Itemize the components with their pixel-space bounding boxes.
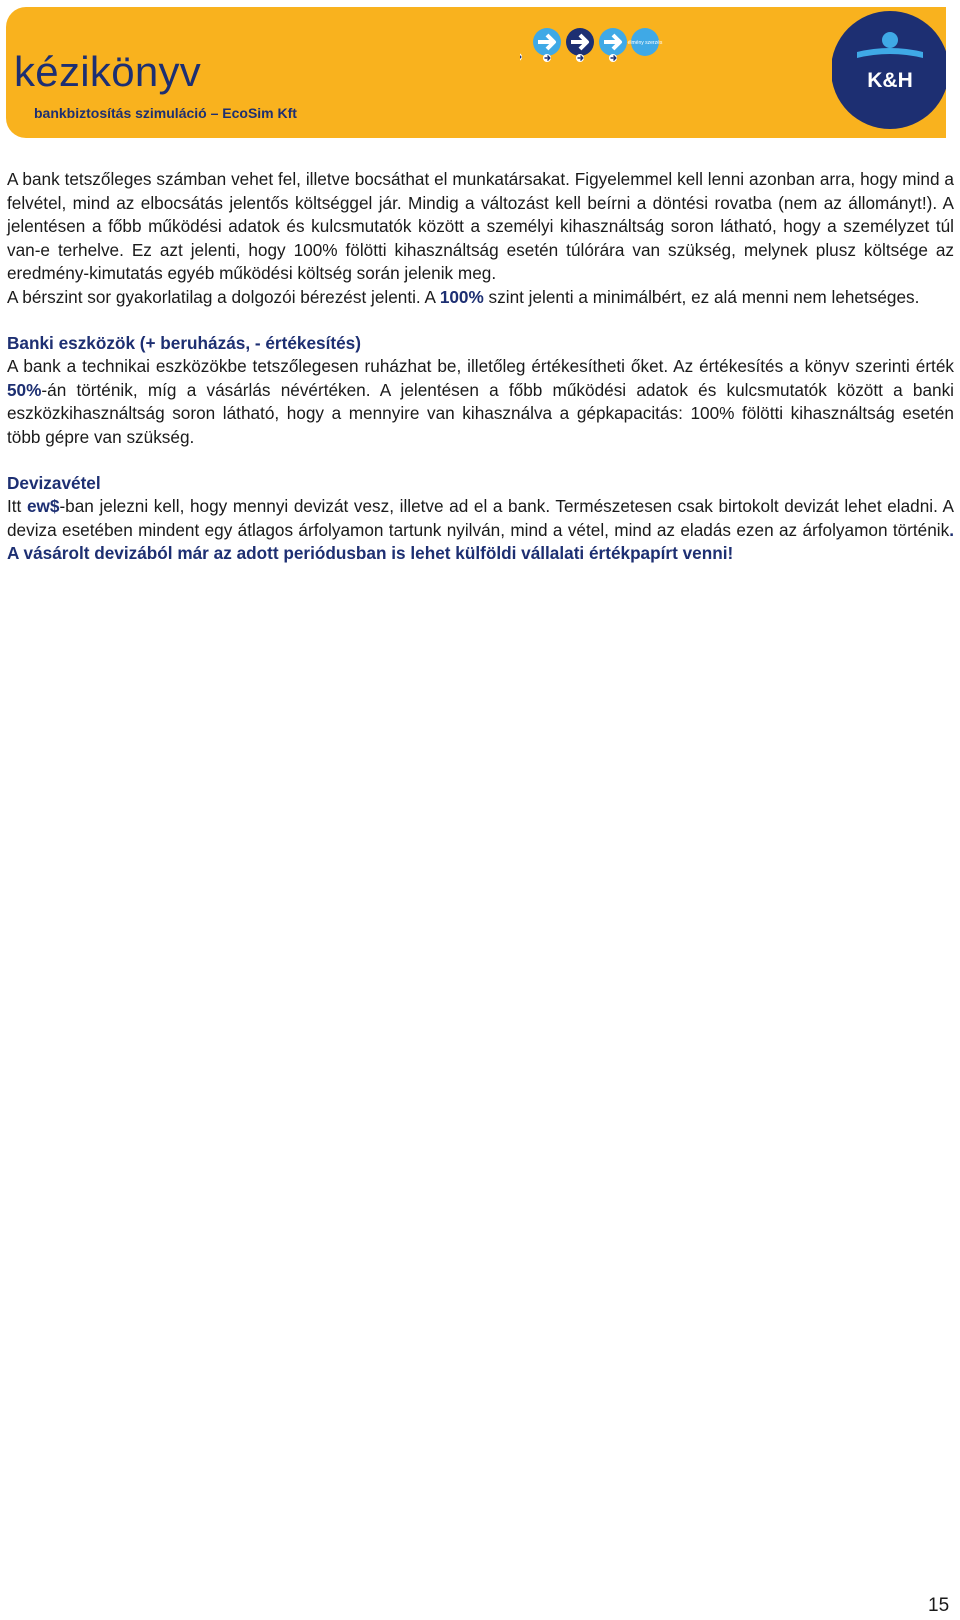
nav-arrows [520, 22, 700, 72]
small-arrow-icon [520, 53, 522, 61]
kh-logo [832, 7, 946, 138]
heading-bank-assets: Banki eszközök (+ beruházás, - értékesítés) [7, 332, 361, 353]
header-banner [6, 7, 946, 138]
paragraph-wage-level: A bérszint sor gyakorlatilag a dolgozói bérezést jelenti. A 100% szint jelenti a minimálbért, ez alá menni nem lehetséges. [7, 286, 920, 307]
arrow-right-active-icon[interactable] [566, 28, 594, 62]
paragraph-staff: A bank tetszőleges számban vehet fel, illetve bocsáthat el munkatársakat. Figyelemmel kell lenni azonban arra, hogy mind a felvétel, mind az elbocsátás jelentős költséggel jár. Mindig a változást kell beírni a döntési rovatba (nem az állományt!). A jelentésen a főbb működési adatok és kulcsmutatók között a személyi kihasználtság soron látható, hogy a személyzet túl van-e terhelve. Ez azt jelenti, hogy 100% fölötti kihasználtság esetén túlórára van szükség, melynek plusz költsége az eredmény-kimutatás egyéb működési költség során jelenik meg. [7, 169, 954, 284]
heading-currency-purchase: Devizavétel [7, 472, 101, 493]
nav-label: élmény szerzés [627, 40, 663, 46]
document-body [7, 168, 954, 566]
paragraph-bank-assets: A bank a technikai eszközökbe tetszőlegesen ruházhat be, illetőleg értékesítheti őket. Az értékesítés a könyv szerinti érték 50%-án történik, míg a vásárlás névértéken. A jelentésen a főbb működési adatok és kulcsmutatók között a banki eszközkihasználtság soron látható, hogy a mennyire van kihasználva a gépkapacitás: 100% fölötti kihasználtság esetén több gépre van szükség. [7, 356, 954, 447]
manual-subtitle: bankbiztosítás szimuláció – EcoSim Kft [34, 105, 297, 121]
arrow-right-icon[interactable] [533, 28, 561, 62]
arrow-right-icon-2[interactable] [599, 28, 627, 62]
logo-text: K&H [867, 69, 913, 92]
logo-figure-head [882, 32, 898, 48]
experience-arrow-icon[interactable] [628, 28, 663, 56]
manual-title: kézikönyv [14, 48, 202, 95]
paragraph-currency-purchase: Itt ew$-ban jelezni kell, hogy mennyi devizát vesz, illetve ad el a bank. Természetesen csak birtokolt devizát lehet eladni. A deviza esetében mindent egy átlagos árfolyamon tartunk nyilván, mind a vétel, mind az eladás ezen az árfolyamon történik. A vásárolt devizából már az adott periódusban is lehet külföldi vállalati értékpapírt venni! [7, 496, 954, 564]
page-number: 15 [928, 1595, 950, 1616]
